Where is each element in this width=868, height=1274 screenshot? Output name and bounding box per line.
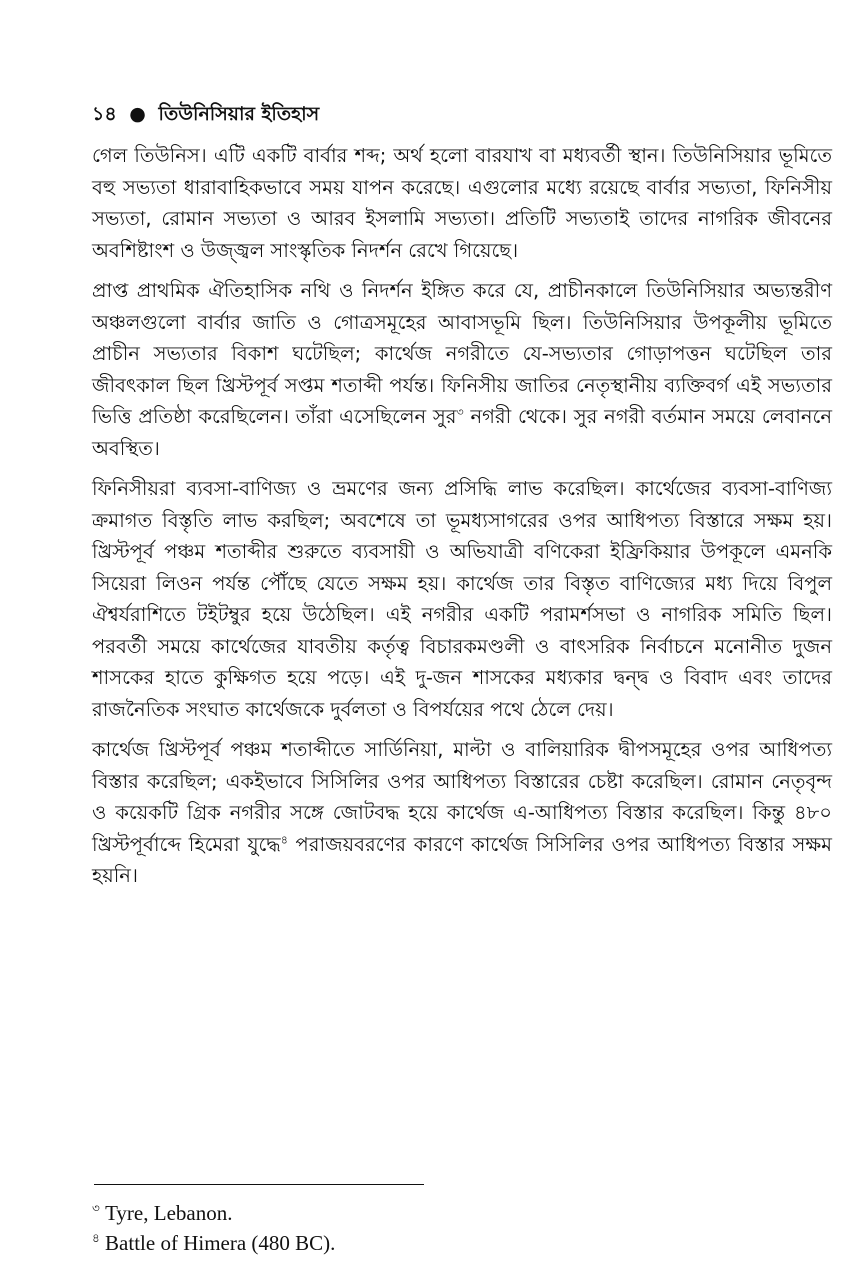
footnote-text: Battle of Himera (480 BC). xyxy=(99,1231,336,1255)
footnotes xyxy=(92,1198,335,1258)
paragraph-text: প্রাপ্ত প্রাথমিক ঐতিহাসিক নথি ও নিদর্শন ইঙ্গিত করে যে, প্রাচীনকালে তিউনিসিয়ার অভ্যন্তরীণ অঞ্চলগুলো বার্বার জাতি ও গোত্রসমূহের আবাসভূমি ছিল। তিউনিসিয়ার উপকূলীয় ভূমিতে প্রাচীন সভ্যতার বিকাশ ঘটেছিল; কার্থেজ নগরীতে যে-সভ্যতার গোড়াপত্তন ঘটেছিল তার জীবৎকাল ছিল খ্রিস্টপূর্ব সপ্তম শতাব্দী পর্যন্ত। ফিনিসীয় জাতির নেতৃস্থানীয় ব্যক্তিবর্গ এই সভ্যতার ভিত্তি প্রতিষ্ঠা করেছিলেন। তাঁরা এসেছিলেন সুর xyxy=(92,279,832,428)
paragraph-2 xyxy=(92,275,832,464)
running-head xyxy=(92,100,319,132)
footnote-divider xyxy=(94,1184,424,1185)
paragraph-text: নগরী থেকে। সুর নগরী বর্তমান সময়ে লেবাননে অবস্থিত। xyxy=(92,405,832,460)
paragraph-text: পরাজয়বরণের কারণে কার্থেজ সিসিলির ওপর আধিপত্য বিস্তার সক্ষম হয়নি। xyxy=(92,832,832,887)
footnote-mark: ৪ xyxy=(92,1231,100,1245)
page-number: ১৪ xyxy=(92,103,117,125)
body-text xyxy=(92,140,832,901)
footnote-mark: ৩ xyxy=(92,1201,100,1215)
bullet-icon: ● xyxy=(129,103,146,125)
footnote-item xyxy=(92,1198,335,1228)
paragraph-text: গেল তিউনিস। এটি একটি বার্বার শব্দ; অর্থ হলো বারযাখ বা মধ্যবর্তী স্থান। তিউনিসিয়ার ভূমিতে বহু সভ্যতা ধারাবাহিকভাবে সময় যাপন করেছে। এগুলোর মধ্যে রয়েছে বার্বার সভ্যতা, ফিনিসীয় সভ্যতা, রোমান সভ্যতা ও আরব ইসলামি সভ্যতা। প্রতিটি সভ্যতাই তাদের নাগরিক জীবনের অবশিষ্টাংশ ও উজ্জ্বল সাংস্কৃতিক নিদর্শন রেখে গিয়েছে। xyxy=(92,144,832,262)
paragraph-1 xyxy=(92,140,832,266)
paragraph-text: কার্থেজ খ্রিস্টপূর্ব পঞ্চম শতাব্দীতে সার্ডিনিয়া, মাল্টা ও বালিয়ারিক দ্বীপসমূহের ওপর আধিপত্য বিস্তার করেছিল; একইভাবে সিসিলির ওপর আধিপত্য বিস্তারের চেষ্টা করেছিল। রোমান নেতৃবৃন্দ ও কয়েকটি গ্রিক নগরীর সঙ্গে জোটবদ্ধ হয়ে কার্থেজ এ-আধিপত্য বিস্তার করেছিল। কিন্তু ৪৮০ খ্রিস্টপূর্বাব্দে হিমেরা যুদ্ধে xyxy=(92,738,832,856)
book-title: তিউনিসিয়ার ইতিহাস xyxy=(158,103,320,125)
footnote-item xyxy=(92,1228,335,1258)
paragraph-text: ফিনিসীয়রা ব্যবসা-বাণিজ্য ও ভ্রমণের জন্য প্রসিদ্ধি লাভ করেছিল। কার্থেজের ব্যবসা-বাণিজ্য ক্রমাগত বিস্তৃতি লাভ করছিল; অবশেষে তা ভূমধ্যসাগরের ওপর আধিপত্য বিস্তারে সক্ষম হয়। খ্রিস্টপূর্ব পঞ্চম শতাব্দীর শুরুতে ব্যবসায়ী ও অভিযাত্রী বণিকেরা ইফ্রিকিয়ার উপকূলে এমনকি সিয়েরা লিওন পর্যন্ত পৌঁছে যেতে সক্ষম হয়। কার্থেজ তার বিস্তৃত বাণিজ্যের মধ্য দিয়ে বিপুল ঐশ্বর্যরাশিতে টইটম্বুর হয়ে উঠেছিল। এই নগরীর একটি পরামর্শসভা ও নাগরিক সমিতি ছিল। পরবর্তী সময়ে কার্থেজের যাবতীয় কর্তৃত্ব বিচারকমণ্ডলী ও বাৎসরিক নির্বাচনে মনোনীত দুজন শাসকের হাতে কুক্ষিগত হয়ে পড়ে। এই দু-জন শাসকের মধ্যকার দ্বন্দ্ব ও বিবাদ এবং তাদের রাজনৈতিক সংঘাত কার্থেজকে দুর্বলতা ও বিপর্যয়ের পথে ঠেলে দেয়। xyxy=(92,477,832,721)
footnote-marker-4: ৪ xyxy=(280,833,288,846)
paragraph-3 xyxy=(92,473,832,725)
footnote-marker-3: ৩ xyxy=(456,405,464,419)
paragraph-4 xyxy=(92,734,832,892)
footnote-text: Tyre, Lebanon. xyxy=(99,1201,233,1225)
